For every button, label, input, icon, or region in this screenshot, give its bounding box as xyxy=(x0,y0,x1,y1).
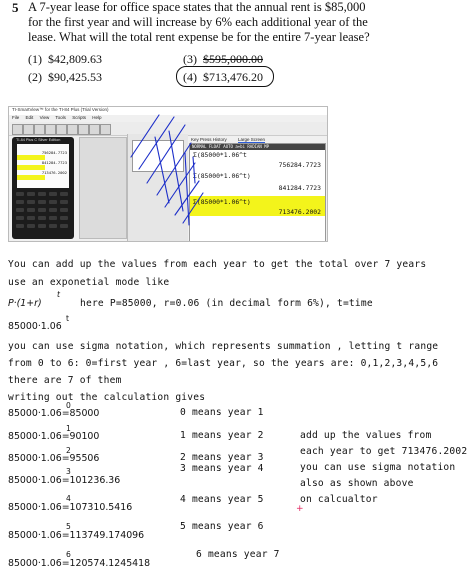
calculator-brand: TI-84 Plus C Silver Edition xyxy=(16,138,61,142)
calc-exponent: 4 xyxy=(66,494,71,503)
calc-exponent: 1 xyxy=(66,424,71,433)
calc-row-5: 85000·1.06=113749.174096 xyxy=(8,530,145,541)
menu-edit[interactable]: Edit xyxy=(25,115,34,120)
screen-line: Σ(85000*1.06^t xyxy=(193,151,247,159)
choice-4-number: (4) xyxy=(183,70,197,84)
window-title: TI-SmartView™ for the TI-84 Plus (Trial Version) xyxy=(9,107,327,115)
question-line-3: lease. What will the total rent expense be for the entire 7-year lease? xyxy=(28,30,370,44)
menu-scripts[interactable]: Scripts xyxy=(72,115,86,120)
side-note-line-2: each year to get 713476.2002 xyxy=(300,446,468,457)
explanation-line-5: there are 7 of them xyxy=(8,375,122,386)
side-note-line-4: also as shown above xyxy=(300,478,414,489)
explanation-line-1: You can add up the values from each year to get the total over 7 years xyxy=(8,259,427,270)
side-note-line-5: on calcualtor xyxy=(300,494,378,505)
question-number: 5 xyxy=(12,0,19,15)
calc-note: 0 means year 1 xyxy=(180,407,264,418)
calc-row-6: 85000·1.06=120574.1245418 xyxy=(8,558,151,569)
menu-help[interactable]: Help xyxy=(92,115,102,120)
calc-row-0: 85000·1.06=85000 xyxy=(8,408,100,419)
choice-3-value: $595,000.00 xyxy=(203,52,263,66)
status-bar: NORMAL FLOAT AUTO a+bi RADIAN MP xyxy=(190,144,325,150)
menu-view[interactable]: View xyxy=(39,115,50,120)
choice-2-value: $90,425.53 xyxy=(48,70,102,84)
choice-3-number: (3) xyxy=(183,52,197,66)
menu-file[interactable]: File xyxy=(12,115,20,120)
tab-key-press-history[interactable]: Key Press History xyxy=(191,137,227,142)
calc-exponent: 6 xyxy=(66,550,71,559)
answer-circle xyxy=(176,66,274,87)
calc-note: 4 means year 5 xyxy=(180,494,264,505)
question-line-2: for the first year and will increase by 6% each additional year of the xyxy=(28,15,368,29)
calc-result: =113749.174096 xyxy=(61,530,145,541)
side-note-line-1: add up the values from xyxy=(300,430,432,441)
calc-result: =85000 xyxy=(61,408,100,419)
calc-line: 841284.7723 xyxy=(41,160,67,165)
calc-exponent: 5 xyxy=(66,522,71,531)
menu-tools[interactable]: Tools xyxy=(55,115,66,120)
tab-large-screen[interactable]: Large Screen xyxy=(238,137,266,142)
calc-row-3: 85000·1.06=101236.36 xyxy=(8,475,121,486)
calc-exponent: 2 xyxy=(66,446,71,455)
explanation-line-4: from 0 to 6: 0=first year , 6=last year, so the years are: 0,1,2,3,4,5,6 xyxy=(8,358,439,369)
calc-row-2: 85000·1.06=95506 xyxy=(8,453,100,464)
screen-line: 713476.2002 xyxy=(278,208,321,216)
calc-exponent: 0 xyxy=(66,401,71,410)
red-plus-mark: + xyxy=(296,504,304,514)
screen-line: Σ(85000*1.06^t) xyxy=(193,172,251,180)
choice-2 xyxy=(28,70,102,85)
formula-exponent: t xyxy=(57,290,60,299)
calc-note: 6 means year 7 xyxy=(196,549,280,560)
explanation-line-3: you can use sigma notation, which represents summation , letting t range xyxy=(8,341,439,352)
calc-note: 3 means year 4 xyxy=(180,463,264,474)
calc-result: =107310.5416 xyxy=(61,502,133,513)
formula-explanation: here P=85000, r=0.06 (in decimal form 6%), t=time xyxy=(80,298,373,309)
formula: P·(1+r) xyxy=(8,298,42,309)
calc-row-4: 85000·1.06=107310.5416 xyxy=(8,502,133,513)
choice-1 xyxy=(28,52,102,67)
screen-line: 841284.7723 xyxy=(278,184,321,192)
explanation-line-2: use an exponetial mode like xyxy=(8,277,170,288)
calc-result: =101236.36 xyxy=(61,475,121,486)
screen-line: 756284.7723 xyxy=(278,161,321,169)
calc-line: 756284.7723 xyxy=(41,150,67,155)
choice-1-value: $42,809.63 xyxy=(48,52,102,66)
screen-line: Σ(85000*1.06^t) xyxy=(193,198,251,206)
calc-row-1: 85000·1.06=90100 xyxy=(8,431,100,442)
choice-2-number: (2) xyxy=(28,70,42,84)
base-expression: 85000·1.06 xyxy=(8,321,62,332)
pen-scribble-marks xyxy=(9,107,327,241)
calc-note: 2 means year 3 xyxy=(180,452,264,463)
calc-result: =90100 xyxy=(61,431,100,442)
calc-result: =95506 xyxy=(61,453,100,464)
calc-note: 5 means year 6 xyxy=(180,521,264,532)
calc-exponent: 3 xyxy=(66,467,71,476)
calculator-screenshot xyxy=(8,106,328,242)
calc-result: =120574.1245418 xyxy=(61,558,151,569)
base-exponent: t xyxy=(66,314,69,323)
calc-line: 713476.2002 xyxy=(41,170,67,175)
explanation-line-6: writing out the calculation gives xyxy=(8,392,206,403)
side-note-line-3: you can use sigma notation xyxy=(300,462,456,473)
question-line-1: A 7-year lease for office space states that the annual rent is $85,000 xyxy=(28,0,366,14)
choice-4-value: $713,476.20 xyxy=(203,70,263,84)
choice-3 xyxy=(183,52,263,67)
choice-1-number: (1) xyxy=(28,52,42,66)
calc-note: 1 means year 2 xyxy=(180,430,264,441)
